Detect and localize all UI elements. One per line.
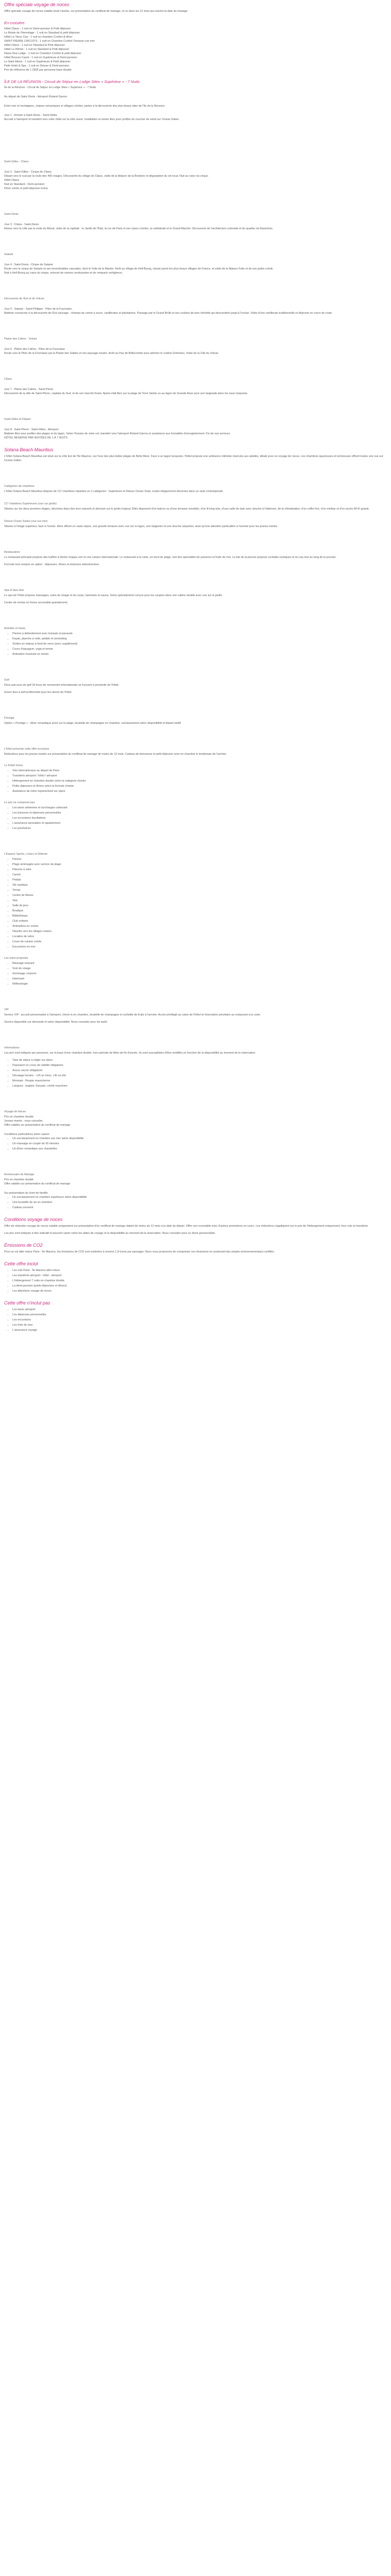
- croisiere-line: Prix de référence de 1 260€ par personne base double: [4, 69, 72, 72]
- conditions-text: Les prix sont indiqués à titre indicatif et peuvent varier selon les dates de voyage et la disponibilité au moment de la réservation. Nous consulter pour un devis personnalisé.: [4, 1232, 216, 1235]
- list-item: • Les frais de visa: [12, 1323, 387, 1327]
- infos-section: [4, 1046, 387, 1088]
- list-item: • Sorties en bateau à fond de verre (avec supplément): [12, 642, 387, 646]
- categories-section: [4, 484, 387, 529]
- exclusive-text: Réductions pour les jeunes mariés sur présentation du certificat de mariage de moins de 12 mois. Cadeau de bienvenue et petit déjeuner servi en chambre le lendemain de l'arrivée.: [4, 753, 227, 756]
- list-item: • Taxe de séjour à régler sur place: [12, 1058, 387, 1062]
- list-item: • Hébergement en chambre double selon la catégorie choisie: [12, 779, 387, 783]
- list-item: • Les vols Paris - Île Maurice aller-retour: [12, 1268, 387, 1273]
- conditions-section: [4, 1217, 387, 1235]
- voyage-line: Offre valable sur présentation du certificat de mariage: [4, 1124, 71, 1127]
- voyage-list: [4, 1137, 387, 1151]
- inclutpas-section: [4, 1300, 387, 1332]
- list-item: • Passeport en cours de validité obligatoire: [12, 1063, 387, 1067]
- itinerary-day-title: Plaine des Cafres - Volcan: [4, 337, 37, 341]
- itinerary-line: Jour 8 : Saint-Pierre - Saint-Gilles - Aéroport: [4, 428, 59, 431]
- list-item: • L'assurance voyage: [12, 1328, 387, 1332]
- voyage-line: Prix en chambre double: [4, 1115, 34, 1118]
- itinerary-line: Nuit en Standard - Demi-pension: [4, 183, 45, 186]
- restauration-sub: Formule tout compris en option : déjeuners, dîners et boissons sélectionnées.: [4, 563, 100, 566]
- itinerary-line: Jour 4 : Saint-Denis - Cirque de Salazie: [4, 263, 53, 266]
- co2-text: Pour un vol aller-retour Paris - Île Maurice, les émissions de CO2 sont estimées à environ 1,8 tonne par passager. Nous vous proposons de compenser ces émissions en soutenant des projets environnementaux certifiés.: [4, 1250, 275, 1253]
- conditions-text: Offre de réduction voyage de noces valable uniquement sur présentation d'un certificat de mariage datant de moins de 12 mois à la date du départ. Offre non cumulable avec d'autres promotions en cours. Les réductions s'appliquent sur le prix de l'hébergement uniquement, hors vols et transferts.: [4, 1225, 369, 1228]
- list-item: • Vols internationaux au départ de Paris: [12, 769, 387, 773]
- co2-section: [4, 1243, 387, 1254]
- anniv-line: Prix en chambre double: [4, 1178, 34, 1181]
- list-item: • Tennis: [12, 888, 387, 892]
- itinerary-line: Découverte de la ville de Saint-Pierre, capitale du Sud, et de son marché forain. Après-midi libre sur la plage de Terre Sainte ou au lagon de Grande Anse pour une baignade dans les eaux turquoise.: [4, 392, 248, 395]
- list-item: • Monnaie : Roupie mauricienne: [12, 1079, 387, 1083]
- inclut-list: [4, 1268, 387, 1293]
- golf-text: Deux parcours de golf 18 trous de renommée internationale se trouvent à proximité de l'hôtel.: [4, 684, 119, 687]
- list-item: • Une bouteille de vin en chambre: [12, 1200, 387, 1205]
- itinerary-day: [4, 377, 387, 396]
- list-item: • Salle de jeux: [12, 904, 387, 908]
- list-item: • Un surclassement en chambre supérieure selon disponibilité: [12, 1195, 387, 1199]
- list-item: • Kayak, planche à voile, pédalo et snorkeling: [12, 637, 387, 641]
- inclut-section: [4, 1261, 387, 1293]
- inclus-list: [4, 769, 387, 793]
- intro-heading: Offre spéciale voyage de noces: [4, 2, 70, 7]
- exclusive-section: [4, 747, 387, 756]
- list-item: • Soin du visage: [12, 967, 387, 971]
- ile-sub: Île de la Réunion - Circuit de Séjour en Lodge Sites « Supérieur » - 7 Nuits: [4, 86, 96, 89]
- inclus-heading: Le forfait inclus: [4, 764, 23, 767]
- activities-heading: Activités et loisirs: [4, 627, 26, 630]
- inclut-heading: Cette offre inclut: [4, 1261, 38, 1266]
- inclutpas-list: [4, 1308, 387, 1332]
- list-item: • Réflexologie: [12, 982, 387, 986]
- infos-list: [4, 1058, 387, 1088]
- croisiere-line: Hôtel Le Vieux Cep - 1 nuit en chambre Confort & dîner: [4, 36, 73, 39]
- croisiere-heading: En croisière: [4, 21, 25, 25]
- spa-sub: Centre de remise en forme accessible gratuitement.: [4, 601, 68, 604]
- croisiere-line: Hôtel Boucan Canot - 1 nuit en Supérieure & Demi-pension: [4, 56, 77, 59]
- room-sup-title: 117 chambres Supérieures (vue sur jardin): [4, 502, 57, 505]
- itinerary-line: Hôtel Cilaos: [4, 179, 20, 182]
- activities-section: [4, 626, 387, 656]
- spa-list: [4, 961, 387, 986]
- ile-heading: ÎLE DE LA RÉUNION - Circuit de Séjour en Lodge Sites « Supérieur » - 7 Nuits: [4, 79, 140, 84]
- room-ocean-title: Deluxe Ocean Suites (vue sur mer): [4, 520, 48, 523]
- croisiere-line: Le Relais de l'Hermitage - 1 nuit en Standard & petit déjeuner: [4, 31, 80, 35]
- vip-section: [4, 1008, 387, 1024]
- itinerary-day: [4, 337, 387, 355]
- itinerary-line: Jour 2 : Saint-Gilles - Cirque de Cilaos: [4, 171, 52, 174]
- vip-text: Service VIP : accueil personnalisé à l'aéroport, check-in en chambre, bouteille de champagne et corbeille de fruits à l'arrivée. Accès privilégié au salon de l'hôtel et réservation prioritaire au restaurant à la carte.: [4, 1013, 261, 1016]
- categories-text: L'hôtel Solana Beach Mauritius dispose de 117 chambres réparties en 2 catégories : Supérieure et Deluxe Ocean Suite, toutes élégamment décorées dans un style contemporain.: [4, 490, 224, 493]
- list-item: • Spa: [12, 899, 387, 903]
- ile-line: Jour 1 : Arrivée à Saint-Denis - Saint-Gilles: [4, 114, 57, 117]
- itinerary-line: Jour 3 : Cilaos - Saint-Denis: [4, 223, 39, 226]
- conditions-heading: Conditions voyage de noces: [4, 1217, 63, 1222]
- list-item: • Aucun vaccin obligatoire: [12, 1069, 387, 1073]
- list-item: • Excursions en mer: [12, 945, 387, 949]
- list-item: • Un massage en couple de 30 minutes: [12, 1142, 387, 1146]
- itinerary-day-title: Découverte de l'Est et du Volcan: [4, 297, 44, 300]
- list-item: • Les taxes aériennes et surcharges carburant: [12, 806, 387, 810]
- list-item: • Pédalo: [12, 878, 387, 882]
- ile-section: [4, 79, 387, 122]
- list-item: • La demi-pension (petits déjeuners et dîners): [12, 1284, 387, 1288]
- anniv-sub: Sur présentation du livret de famille.: [4, 1192, 48, 1195]
- inclus-section: [4, 764, 387, 793]
- list-item: • Massage relaxant: [12, 961, 387, 965]
- itinerary-line: Dîner créole et petit déjeuner inclus: [4, 187, 48, 190]
- experience-heading: L'Espace Sports, Loisirs et Détente: [4, 853, 48, 856]
- room-sup-text: Situées sur les deux premiers étages, décorées dans des tons naturels et donnant sur le jardin tropical. Elles disposent d'un balcon ou d'une terrasse meublée, d'un lit king-size, d'une salle de bain avec douche à l'italienne, de la climatisation, d'un coffre-fort, d'un minibar et d'un accès Wi-Fi gratuit.: [4, 507, 370, 511]
- list-item: • Animations en soirée: [12, 924, 387, 928]
- itinerary-line: HÔTEL RÉSERVÉ PAR NUITÉES DE 1 À 7 NUITS: [4, 436, 68, 439]
- anniv-heading: Anniversaire de Mariage: [4, 1173, 35, 1176]
- spa-list-section: [4, 956, 387, 986]
- golf-section: [4, 678, 387, 694]
- itinerary-line: Jour 5 : Salazie - Saint-Philippe - Piton de la Fournaise: [4, 308, 72, 311]
- list-item: • Les taxes aéroport: [12, 1308, 387, 1312]
- croisiere-line: Le Saint Alexis - 1 nuit en Supérieure & Petit déjeuner: [4, 60, 71, 63]
- intro-section: [4, 2, 387, 13]
- list-item: • Les excursions facultatives: [12, 816, 387, 820]
- vip-text: Service disponible sur demande et selon disponibilité. Nous consulter pour les tarifs.: [4, 1021, 108, 1024]
- prestige-text: Option « Prestige » : dîner romantique privé sur la plage, bouteille de champagne en chambre, surclassement selon disponibilité et départ tardif.: [4, 722, 182, 725]
- activities-list: [4, 632, 387, 656]
- list-item: • Décalage horaire : +2h en hiver, +3h en été: [12, 1074, 387, 1078]
- list-item: • Gommage corporel: [12, 972, 387, 976]
- list-item: • Hammam: [12, 977, 387, 981]
- list-item: • Boutique: [12, 909, 387, 913]
- list-item: • Club enfants: [12, 919, 387, 923]
- solana-text: L'hôtel Solana Beach Mauritius est situé sur la côte Est de l'île Maurice, sur l'une des plus belles plages de Belle Mare. Face à un lagon turquoise, l'hôtel propose une ambiance intimiste réservée aux adultes, idéale pour un voyage de noces. Les chambres spacieuses et lumineuses offrent toutes une vue sur l'océan Indien.: [4, 455, 383, 462]
- list-item: • Les attentions voyage de noces: [12, 1289, 387, 1293]
- prestige-heading: Prestige: [4, 717, 14, 720]
- inclutpas-heading: Cette offre n'inclut pas: [4, 1300, 51, 1306]
- prix-section: [4, 801, 387, 831]
- list-item: • Les transferts aéroport - hôtel - aéroport: [12, 1274, 387, 1278]
- list-item: • Centre de fitness: [12, 893, 387, 897]
- itinerary-day: [4, 417, 387, 440]
- list-item: • Un dîner romantique aux chandelles: [12, 1147, 387, 1151]
- restauration-text: Le restaurant principal propose des buffets à thème chaque soir et une cuisine internationale. Le restaurant à la carte, en bord de plage, sert des spécialités de poissons et fruits de mer. Le bar de la piscine propose cocktails exotiques et en-cas tout au long de la journée.: [4, 556, 337, 559]
- list-item: • Ski nautique: [12, 883, 387, 887]
- itinerary-line: Retour vers la côte par la route du littoral, visite de la capitale : le Jardin de l'État, la rue de Paris et ses cases créoles, la cathédrale et le Grand Marché. Découverte de l'architecture coloniale et du quartier du Barachois.: [4, 227, 273, 230]
- vip-heading: VIP: [4, 1008, 9, 1011]
- anniv-section: [4, 1173, 387, 1210]
- list-item: • Plage aménagée avec service de plage: [12, 862, 387, 867]
- list-item: • Bibliothèque: [12, 914, 387, 918]
- list-item: • L'assurance annulation et rapatriement: [12, 821, 387, 825]
- list-item: • Les excursions: [12, 1318, 387, 1322]
- spa-heading: Spa et bien-être: [4, 589, 24, 592]
- itinerary-day-title: Salazie: [4, 253, 13, 256]
- voyage-heading: Voyage de Noces: [4, 1110, 26, 1113]
- voyage-sub: Conditions particulières selon saison.: [4, 1133, 50, 1136]
- itinerary-day-title: Saint-Gilles - Cilaos: [4, 160, 29, 163]
- experience-list: [4, 857, 387, 949]
- itinerary-line: Jour 6 : Plaine des Cafres - Piton de la Fournaise: [4, 348, 65, 351]
- list-item: • Les dépenses personnelles: [12, 1313, 387, 1317]
- list-item: • Transferts aéroport / hôtel / aéroport: [12, 774, 387, 778]
- list-item: • Les boissons et dépenses personnelles: [12, 811, 387, 815]
- itinerary-line: Matinée libre pour profiter des plages et du lagon. Selon l'horaire de votre vol, transfert vers l'aéroport Roland Garros et assistance aux formalités d'enregistrement. Fin de nos services.: [4, 432, 231, 435]
- croisiere-line: Hôtel Le Pétrée - 1 nuit en Standard & Petit déjeuner: [4, 48, 70, 51]
- itinerary-line: Jour 7 : Plaine des Cafres - Saint-Pierre: [4, 388, 54, 391]
- anniv-list: [4, 1195, 387, 1210]
- spa-section: [4, 588, 387, 605]
- list-item: • Les pourboires: [12, 826, 387, 831]
- voyage-section: [4, 1110, 387, 1151]
- itinerary-line: Matinée consacrée à la découverte de l'Est sauvage : champs de canne à sucre, vanilleraies et plantations. Passage par le Grand Brûlé et ses coulées de lave refroidie qui descendent jusqu'à l'océan. Visite d'une vanilleraie traditionnelle et déjeuner en cours de route.: [4, 312, 333, 315]
- solana-heading: Solana Beach Mauritius: [4, 447, 54, 452]
- itinerary-line: Départ vers le sud par la route des 400 virages. Découverte du village de Cilaos, visite de la Maison de la Broderie et dégustation du vin local. Nuit au cœur du cirque.: [4, 175, 209, 178]
- ile-line: Accueil à l'aéroport et transfert vers votre hôtel sur la côte ouest. Installation et soirée libre pour profiter du coucher de soleil sur l'océan Indien.: [4, 118, 180, 121]
- list-item: • Location de vélos: [12, 935, 387, 939]
- infos-text: Les prix sont indiqués par personne, sur la base d'une chambre double, hors période de fêtes de fin d'année. Ils sont susceptibles d'être modifiés en fonction de la disponibilité au moment de la réservation.: [4, 1052, 256, 1055]
- golf-sub: Green fees à tarif préférentiel pour les clients de l'hôtel.: [4, 691, 72, 694]
- restauration-section: [4, 550, 387, 567]
- prix-heading: Le prix ne comprend pas: [4, 801, 35, 804]
- croisiere-line: Palm Hotel & Spa - 1 nuit en Deluxe & Demi-pension: [4, 64, 70, 67]
- list-item: • Langues : anglais, français, créole mauricien: [12, 1084, 387, 1088]
- croisiere-line: Diana Dea Lodge - 1 nuit en Chambre Confort & petit déjeuner: [4, 52, 82, 55]
- anniv-line: Offre valable sur présentation du certificat de mariage: [4, 1182, 71, 1185]
- list-item: • Cours de cuisine créole: [12, 940, 387, 944]
- itinerary-day-title: Saint-Gilles et Départ: [4, 418, 31, 421]
- itinerary-line: Nuit à Hell-Bourg au cœur du cirque, entouré de ravines verdoyantes et de remparts vertigineux.: [4, 272, 123, 275]
- list-item: • Navette vers les villages voisins: [12, 929, 387, 934]
- room-ocean-text: Situées à l'étage supérieur, face à l'océan. Elles offrent un vaste séjour, une grande terrasse avec vue sur le lagon, une baignoire et une douche séparées, ainsi qu'une attention particulière à l'arrivée pour les jeunes mariés.: [4, 525, 278, 528]
- itinerary-day: [4, 160, 387, 191]
- spa-list-heading: Les soins proposés: [4, 957, 28, 960]
- ile-line: Au départ de Saint-Denis - Aéroport Roland Garros: [4, 95, 67, 98]
- prestige-section: [4, 716, 387, 725]
- list-item: • Canoë: [12, 873, 387, 877]
- solana-section: [4, 447, 387, 463]
- experience-section: [4, 852, 387, 949]
- list-item: • L'hébergement 7 nuits en chambre double: [12, 1279, 387, 1283]
- spa-text: Le spa de l'hôtel propose massages, soins du visage et du corps, hammam et sauna. Soins spécialement conçus pour les couples dans une cabine double avec vue sur le jardin.: [4, 594, 223, 597]
- prix-list: [4, 806, 387, 831]
- co2-heading: Émissions de CO2: [4, 1243, 43, 1248]
- voyage-line: Jeunes mariés : nous consulter: [4, 1120, 43, 1123]
- itinerary-day: [4, 212, 387, 231]
- itinerary-day-title: Saint-Denis: [4, 213, 19, 216]
- itinerary-day-title: Cilaos: [4, 378, 12, 381]
- golf-heading: Golf: [4, 679, 9, 682]
- list-item: • Cours d'aquagym, yoga et tennis: [12, 647, 387, 651]
- intro-text: Offre spéciale voyage de noces valable toute l'année, sur présentation du certificat de mariage, et ce dans les 12 mois qui suivent la date du mariage.: [4, 10, 188, 13]
- categories-heading: Catégories de chambres: [4, 485, 35, 488]
- restauration-heading: Restauration: [4, 551, 20, 554]
- infos-heading: Informations: [4, 1046, 20, 1049]
- itinerary-line: Route vers le cirque de Salazie et ses innombrables cascades, dont le Voile de la Mariée. Arrêt au village de Hell-Bourg, classé parmi les plus beaux villages de France, et visite de la Maison Folio et de son jardin créole.: [4, 267, 274, 270]
- list-item: • Un surclassement en chambre vue mer selon disponibilité: [12, 1137, 387, 1141]
- exclusive-heading: L'hôtel présente cette offre exclusive: [4, 748, 50, 751]
- list-item: • Animation musicale en soirée: [12, 652, 387, 656]
- croisiere-line: Hôtel Cilaos - 1 nuit en Demi-pension & Petit déjeuner: [4, 27, 71, 30]
- croisiere-line: SAINT PIERRE CIRCUITS - 1 nuit en Chambre Confort Terrasse vue mer: [4, 40, 95, 43]
- croisiere-section: [4, 21, 387, 72]
- list-item: • Cadeau souvenir: [12, 1206, 387, 1210]
- itinerary-day: [4, 252, 387, 275]
- itinerary-line: Route vers le Piton de la Fournaise par la Plaine des Sables et son paysage lunaire. Arrêt au Pas de Bellecombe pour admirer le cratère Dolomieu. Visite de la Cité du Volcan.: [4, 352, 219, 355]
- croisiere-line: Hôtel Cilaos - 1 nuit en Standard & Petit déjeuner: [4, 44, 65, 47]
- list-item: • Planche à voile: [12, 868, 387, 872]
- list-item: • Piscine: [12, 857, 387, 861]
- list-item: • Petits déjeuners et dîners selon la formule choisie: [12, 784, 387, 788]
- list-item: • Assistance de notre représentant sur place: [12, 789, 387, 793]
- ile-line: Entre mer et montagnes, cirques volcaniques et villages créoles, partez à la découverte des plus beaux sites de l'île de la Réunion.: [4, 105, 166, 108]
- itinerary-day: [4, 297, 387, 315]
- list-item: • Piscine à débordement avec transats et parasols: [12, 632, 387, 636]
